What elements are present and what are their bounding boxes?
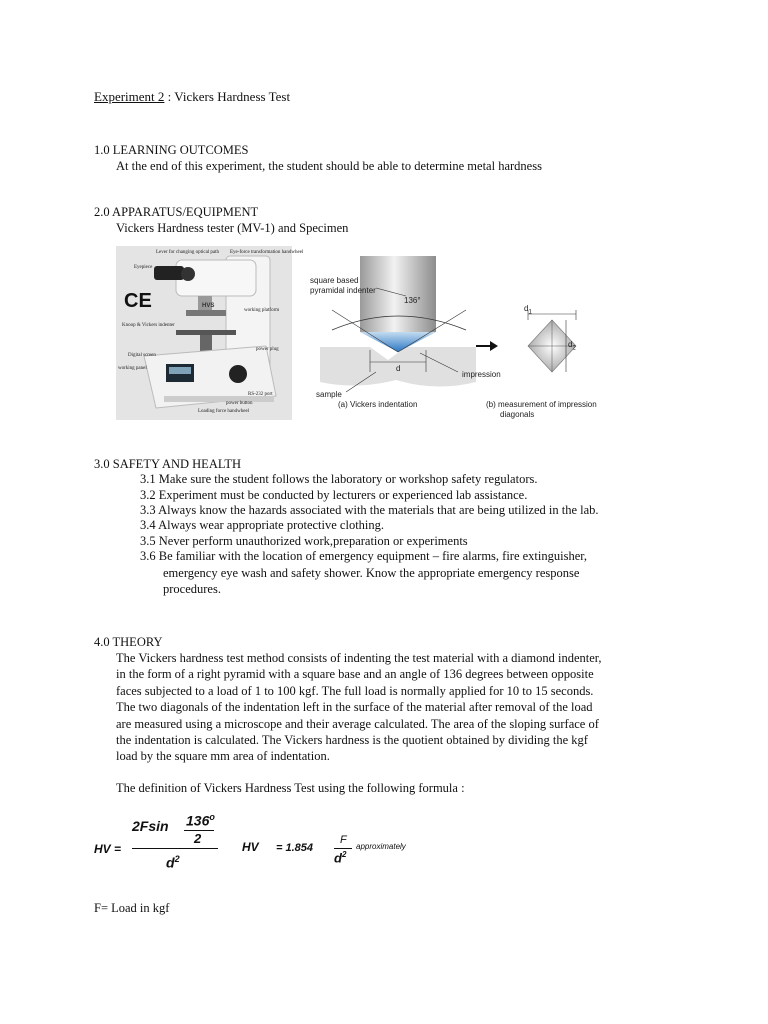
s3-text: Always know the hazards associated with the materials that are being utilized in the lab. — [158, 503, 599, 517]
s3-num: 3.6 — [140, 549, 156, 563]
indenter-label-2: pyramidal indenter — [310, 286, 376, 295]
d1-main: d — [524, 304, 529, 313]
s2-heading: 2.0 APPARATUS/EQUIPMENT — [94, 205, 259, 219]
d2-label — [568, 340, 576, 352]
angle-value: 136 — [186, 812, 210, 829]
equals-sign: = — [114, 842, 122, 856]
approx-label: approximately — [356, 842, 406, 851]
s3-text: Make sure the student follows the laboratory or workshop safety regulators. — [158, 472, 538, 486]
label-indenter: Knoop & Vickers indenter — [122, 323, 175, 328]
denom2-d: d — [334, 850, 342, 866]
impression-label: impression — [462, 370, 501, 379]
vickers-indentation-diagram — [310, 252, 616, 424]
load-definition: F= Load in kgf — [94, 901, 170, 915]
formula-half: 2 — [194, 831, 202, 846]
formula-exact — [94, 810, 234, 880]
s3-item-5 — [140, 534, 468, 549]
label-eyeforce: Eye-force transformation handwheel — [230, 250, 304, 255]
s3-num: 3.5 — [140, 534, 156, 548]
theory-line-1: The Vickers hardness test method consists of indenting the test material with a diamond indenter, — [116, 651, 602, 665]
formula-approx — [242, 820, 462, 876]
d2-main: d — [568, 340, 573, 349]
label-power-plug: power plug — [256, 347, 279, 352]
s3-text: Be familiar with the location of emergency equipment – fire alarms, fire extinguisher, — [158, 549, 588, 563]
caption-b: (b) measurement of impression — [486, 400, 597, 409]
label-eyepiece: Eyepiece — [134, 265, 153, 270]
theory-line-2: in the form of a right pyramid with a square base and an angle of 136 degrees between opposite — [116, 667, 594, 681]
formula-constant: = 1.854 — [276, 842, 314, 854]
denom-d: d — [166, 854, 175, 871]
s4-heading: 4.0 THEORY — [94, 635, 163, 649]
caption-b-line2: diagonals — [500, 410, 535, 419]
theory-line-7: load by the square mm area of indentation. — [116, 749, 330, 763]
sample-label: sample — [316, 390, 342, 399]
label-working-panel: working panel — [118, 366, 147, 371]
brand-mark: HVS — [202, 303, 215, 309]
s3-item-1 — [140, 472, 537, 487]
s3-item-2 — [140, 488, 527, 503]
theory-line-5: are measured using a microscope and their average calculated. The area of the sloping surface of — [116, 717, 599, 731]
denom-exp: 2 — [174, 854, 180, 864]
s3-num: 3.3 — [140, 503, 156, 517]
degree-symbol: o — [209, 812, 215, 822]
theory-line-4: The two diagonals of the indentation left in the surface of the material after removal of the load — [116, 700, 593, 714]
page-title — [94, 89, 290, 105]
indenter-label-1: square based — [310, 276, 359, 285]
formula-denominator — [166, 854, 180, 871]
label-lever: Lever for changing optical path — [156, 250, 220, 255]
s3-heading: 3.0 SAFETY AND HEALTH — [94, 457, 241, 471]
s3-num: 3.1 — [140, 472, 156, 486]
theory-line-6: the indentation is calculated. The Vickers hardness is the quotient obtained by dividing the kgf — [116, 733, 588, 747]
title-text: Vickers Hardness Test — [174, 89, 291, 104]
formula-hv-1 — [94, 842, 121, 856]
s3-text: Never perform unauthorized work,preparation or experiments — [158, 534, 468, 548]
label-power-button: power button — [226, 401, 253, 406]
approx-fraction-bar — [334, 848, 352, 849]
formula-denominator-2 — [334, 850, 346, 865]
theory-line-3: faces subjected to a load of 1 to 100 kgf. The full load is normally applied for 10 to 15 seconds. — [116, 684, 594, 698]
d2-sub: 2 — [572, 345, 576, 352]
indentation-drawing — [316, 252, 616, 424]
formula-hv-2: HV — [242, 840, 259, 854]
label-rs232: RS-232 port — [248, 392, 273, 397]
s2-body: Vickers Hardness tester (MV-1) and Specimen — [116, 221, 349, 235]
s3-num: 3.4 — [140, 518, 156, 532]
formula-numerator: 2Fsin — [132, 818, 169, 834]
angle-label: 136° — [404, 296, 421, 305]
s3-text: Experiment must be conducted by lecturers or experienced lab assistance. — [158, 488, 528, 502]
title-sep: : — [164, 89, 175, 104]
s1-heading: 1.0 LEARNING OUTCOMES — [94, 143, 249, 157]
s3-text: Always wear appropriate protective clothing. — [158, 518, 385, 532]
d-label: d — [396, 364, 401, 373]
s3-num: 3.2 — [140, 488, 156, 502]
hardness-tester-photo — [116, 246, 304, 420]
fraction-bar — [132, 848, 218, 849]
s3-item-6 — [140, 549, 587, 564]
caption-a: (a) Vickers indentation — [338, 400, 418, 409]
d1-label — [524, 304, 532, 316]
formula-angle — [186, 812, 215, 829]
s3-item-4 — [140, 518, 384, 533]
s3-item-6-line3: procedures. — [163, 582, 221, 596]
label-digital-screen: Digital screen — [128, 353, 156, 358]
s3-item-6-line2: emergency eye wash and safety shower. Know the appropriate emergency response — [163, 566, 580, 580]
s1-body: At the end of this experiment, the student should be able to determine metal hardness — [116, 159, 542, 173]
formula-intro: The definition of Vickers Hardness Test using the following formula : — [116, 781, 465, 795]
experiment-label: Experiment 2 — [94, 89, 165, 104]
denom2-exp: 2 — [341, 850, 347, 859]
hv-symbol: HV — [94, 842, 111, 856]
s3-item-3 — [140, 503, 599, 518]
label-platform: working platform — [244, 308, 280, 313]
label-loading-handwheel: Loading force handwheel — [198, 409, 250, 414]
ce-mark: CE — [124, 290, 152, 312]
formula-F: F — [340, 834, 347, 846]
d1-sub: 1 — [528, 309, 532, 316]
